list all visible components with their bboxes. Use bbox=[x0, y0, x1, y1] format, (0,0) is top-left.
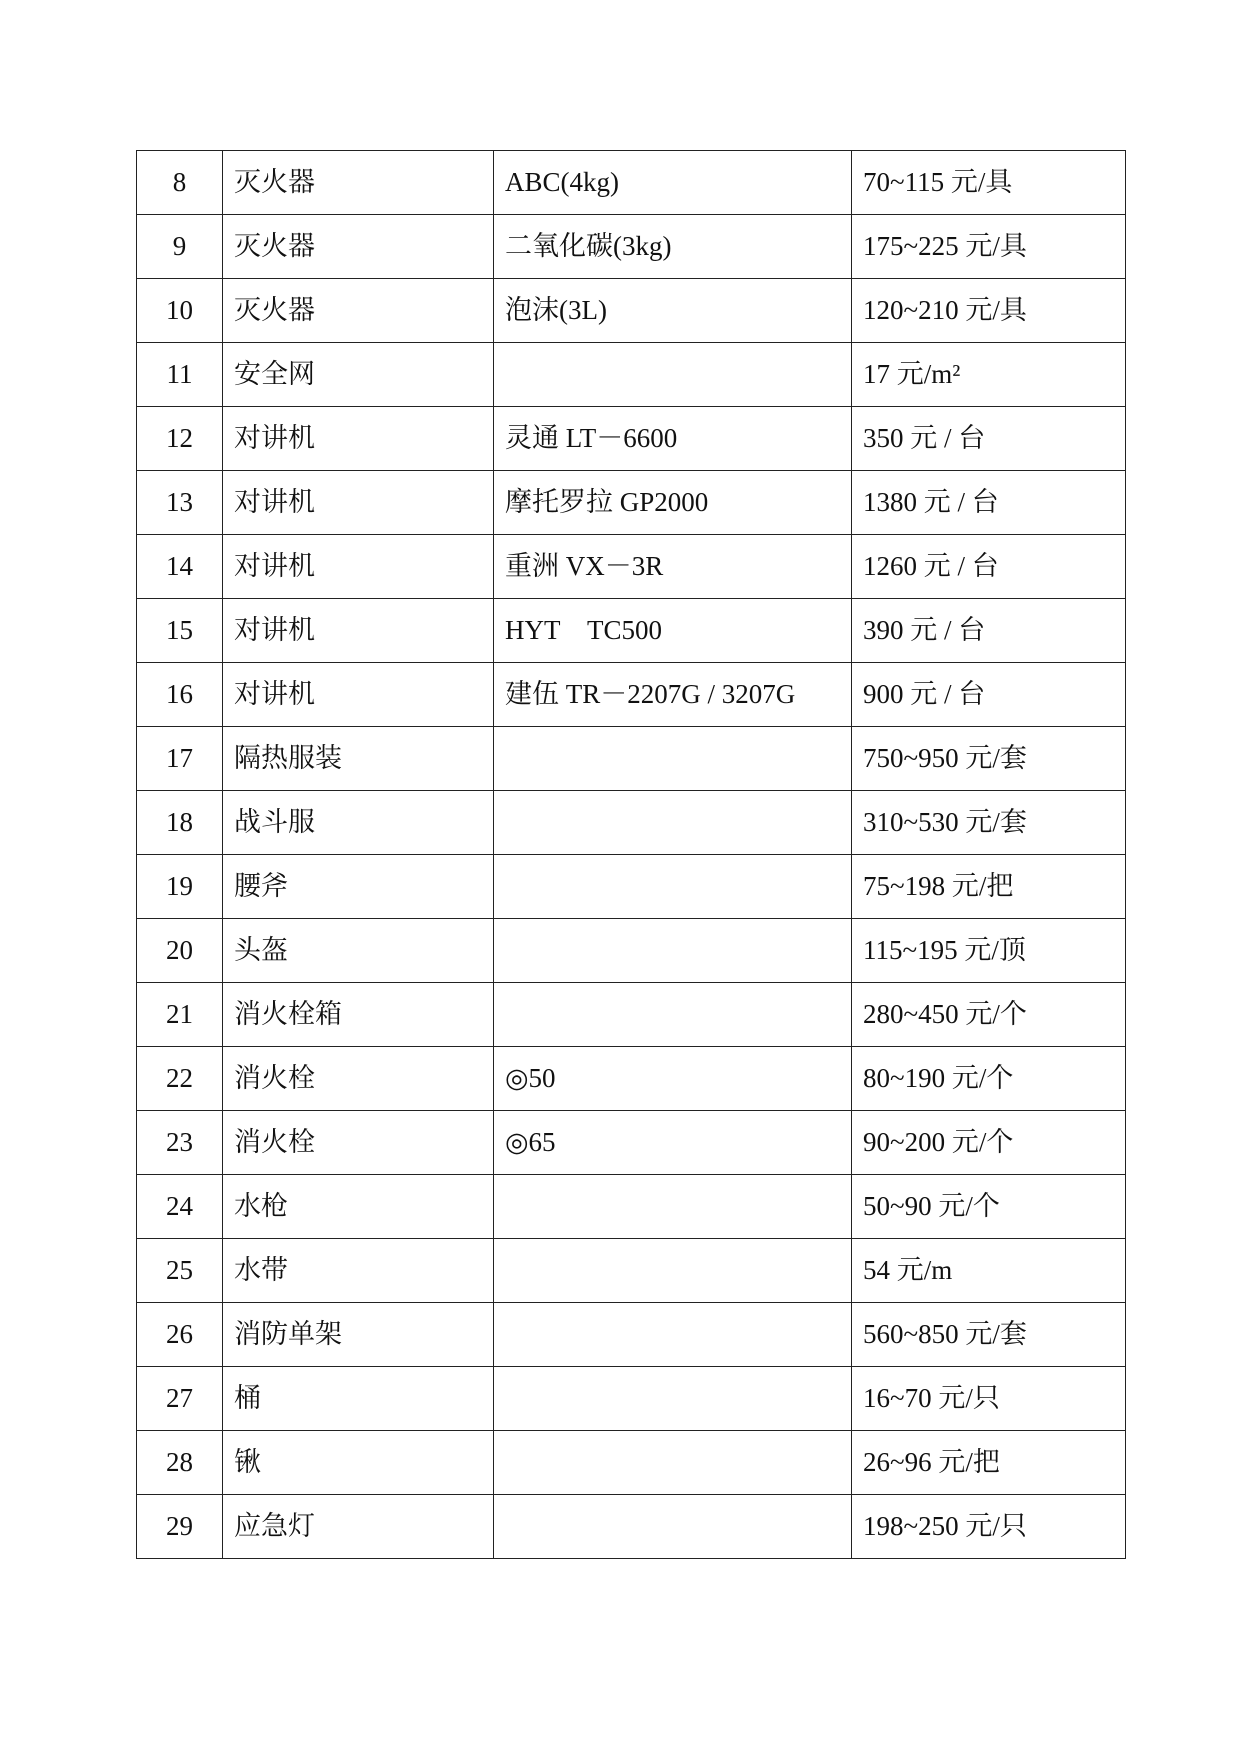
row-number: 9 bbox=[137, 215, 223, 279]
item-name: 对讲机 bbox=[223, 663, 494, 727]
item-name: 腰斧 bbox=[223, 855, 494, 919]
item-spec bbox=[494, 1303, 852, 1367]
item-name: 安全网 bbox=[223, 343, 494, 407]
row-number: 15 bbox=[137, 599, 223, 663]
table-row bbox=[137, 663, 1126, 727]
item-spec: 泡沫(3L) bbox=[494, 279, 852, 343]
row-number: 8 bbox=[137, 151, 223, 215]
row-number: 10 bbox=[137, 279, 223, 343]
item-price: 26~96 元/把 bbox=[852, 1431, 1126, 1495]
row-number: 14 bbox=[137, 535, 223, 599]
item-price: 16~70 元/只 bbox=[852, 1367, 1126, 1431]
row-number: 27 bbox=[137, 1367, 223, 1431]
table-row bbox=[137, 151, 1126, 215]
row-number: 13 bbox=[137, 471, 223, 535]
item-name: 头盔 bbox=[223, 919, 494, 983]
item-spec: HYT TC500 bbox=[494, 599, 852, 663]
item-spec bbox=[494, 343, 852, 407]
item-spec bbox=[494, 1431, 852, 1495]
item-name: 消火栓箱 bbox=[223, 983, 494, 1047]
item-price: 120~210 元/具 bbox=[852, 279, 1126, 343]
item-spec bbox=[494, 919, 852, 983]
item-spec: 灵通 LT－6600 bbox=[494, 407, 852, 471]
table-row bbox=[137, 471, 1126, 535]
row-number: 25 bbox=[137, 1239, 223, 1303]
item-price: 1260 元 / 台 bbox=[852, 535, 1126, 599]
item-price: 115~195 元/顶 bbox=[852, 919, 1126, 983]
item-spec: ◎65 bbox=[494, 1111, 852, 1175]
item-name: 水枪 bbox=[223, 1175, 494, 1239]
item-price: 50~90 元/个 bbox=[852, 1175, 1126, 1239]
item-price: 280~450 元/个 bbox=[852, 983, 1126, 1047]
item-name: 消火栓 bbox=[223, 1111, 494, 1175]
table-row bbox=[137, 855, 1126, 919]
item-price: 80~190 元/个 bbox=[852, 1047, 1126, 1111]
row-number: 23 bbox=[137, 1111, 223, 1175]
row-number: 12 bbox=[137, 407, 223, 471]
item-name: 消火栓 bbox=[223, 1047, 494, 1111]
table-row bbox=[137, 1175, 1126, 1239]
row-number: 17 bbox=[137, 727, 223, 791]
table-row bbox=[137, 727, 1126, 791]
table-row bbox=[137, 1239, 1126, 1303]
item-price: 54 元/m bbox=[852, 1239, 1126, 1303]
item-spec bbox=[494, 1175, 852, 1239]
table-row bbox=[137, 1495, 1126, 1559]
item-name: 灭火器 bbox=[223, 215, 494, 279]
table-row bbox=[137, 343, 1126, 407]
item-name: 对讲机 bbox=[223, 471, 494, 535]
row-number: 21 bbox=[137, 983, 223, 1047]
item-spec bbox=[494, 1239, 852, 1303]
row-number: 11 bbox=[137, 343, 223, 407]
item-spec: ◎50 bbox=[494, 1047, 852, 1111]
item-name: 灭火器 bbox=[223, 279, 494, 343]
item-name: 对讲机 bbox=[223, 535, 494, 599]
item-name: 战斗服 bbox=[223, 791, 494, 855]
table-row bbox=[137, 983, 1126, 1047]
item-spec bbox=[494, 1367, 852, 1431]
item-price: 900 元 / 台 bbox=[852, 663, 1126, 727]
item-spec bbox=[494, 727, 852, 791]
item-spec: 二氧化碳(3kg) bbox=[494, 215, 852, 279]
item-name: 对讲机 bbox=[223, 407, 494, 471]
table-row bbox=[137, 215, 1126, 279]
row-number: 29 bbox=[137, 1495, 223, 1559]
item-spec bbox=[494, 1495, 852, 1559]
item-price: 1380 元 / 台 bbox=[852, 471, 1126, 535]
row-number: 20 bbox=[137, 919, 223, 983]
item-price: 198~250 元/只 bbox=[852, 1495, 1126, 1559]
row-number: 19 bbox=[137, 855, 223, 919]
table-row bbox=[137, 1431, 1126, 1495]
row-number: 16 bbox=[137, 663, 223, 727]
item-name: 消防单架 bbox=[223, 1303, 494, 1367]
table-row bbox=[137, 535, 1126, 599]
row-number: 28 bbox=[137, 1431, 223, 1495]
item-price: 90~200 元/个 bbox=[852, 1111, 1126, 1175]
row-number: 26 bbox=[137, 1303, 223, 1367]
item-price: 560~850 元/套 bbox=[852, 1303, 1126, 1367]
item-price: 17 元/m² bbox=[852, 343, 1126, 407]
table-row bbox=[137, 1303, 1126, 1367]
table-row bbox=[137, 1047, 1126, 1111]
equipment-price-table bbox=[136, 150, 1126, 1559]
item-price: 350 元 / 台 bbox=[852, 407, 1126, 471]
item-spec bbox=[494, 855, 852, 919]
item-spec: 建伍 TR－2207G / 3207G bbox=[494, 663, 852, 727]
row-number: 18 bbox=[137, 791, 223, 855]
item-spec: ABC(4kg) bbox=[494, 151, 852, 215]
item-price: 310~530 元/套 bbox=[852, 791, 1126, 855]
item-spec: 重洲 VX－3R bbox=[494, 535, 852, 599]
item-price: 75~198 元/把 bbox=[852, 855, 1126, 919]
table-row bbox=[137, 407, 1126, 471]
item-price: 175~225 元/具 bbox=[852, 215, 1126, 279]
item-price: 70~115 元/具 bbox=[852, 151, 1126, 215]
item-name: 水带 bbox=[223, 1239, 494, 1303]
item-price: 750~950 元/套 bbox=[852, 727, 1126, 791]
table-row bbox=[137, 1111, 1126, 1175]
table-row bbox=[137, 599, 1126, 663]
row-number: 24 bbox=[137, 1175, 223, 1239]
table-row bbox=[137, 279, 1126, 343]
item-spec bbox=[494, 983, 852, 1047]
table-row bbox=[137, 919, 1126, 983]
item-spec bbox=[494, 791, 852, 855]
item-price: 390 元 / 台 bbox=[852, 599, 1126, 663]
item-name: 应急灯 bbox=[223, 1495, 494, 1559]
item-name: 对讲机 bbox=[223, 599, 494, 663]
item-name: 桶 bbox=[223, 1367, 494, 1431]
item-name: 隔热服装 bbox=[223, 727, 494, 791]
item-name: 灭火器 bbox=[223, 151, 494, 215]
table-row bbox=[137, 791, 1126, 855]
item-name: 锹 bbox=[223, 1431, 494, 1495]
row-number: 22 bbox=[137, 1047, 223, 1111]
table-row bbox=[137, 1367, 1126, 1431]
item-spec: 摩托罗拉 GP2000 bbox=[494, 471, 852, 535]
